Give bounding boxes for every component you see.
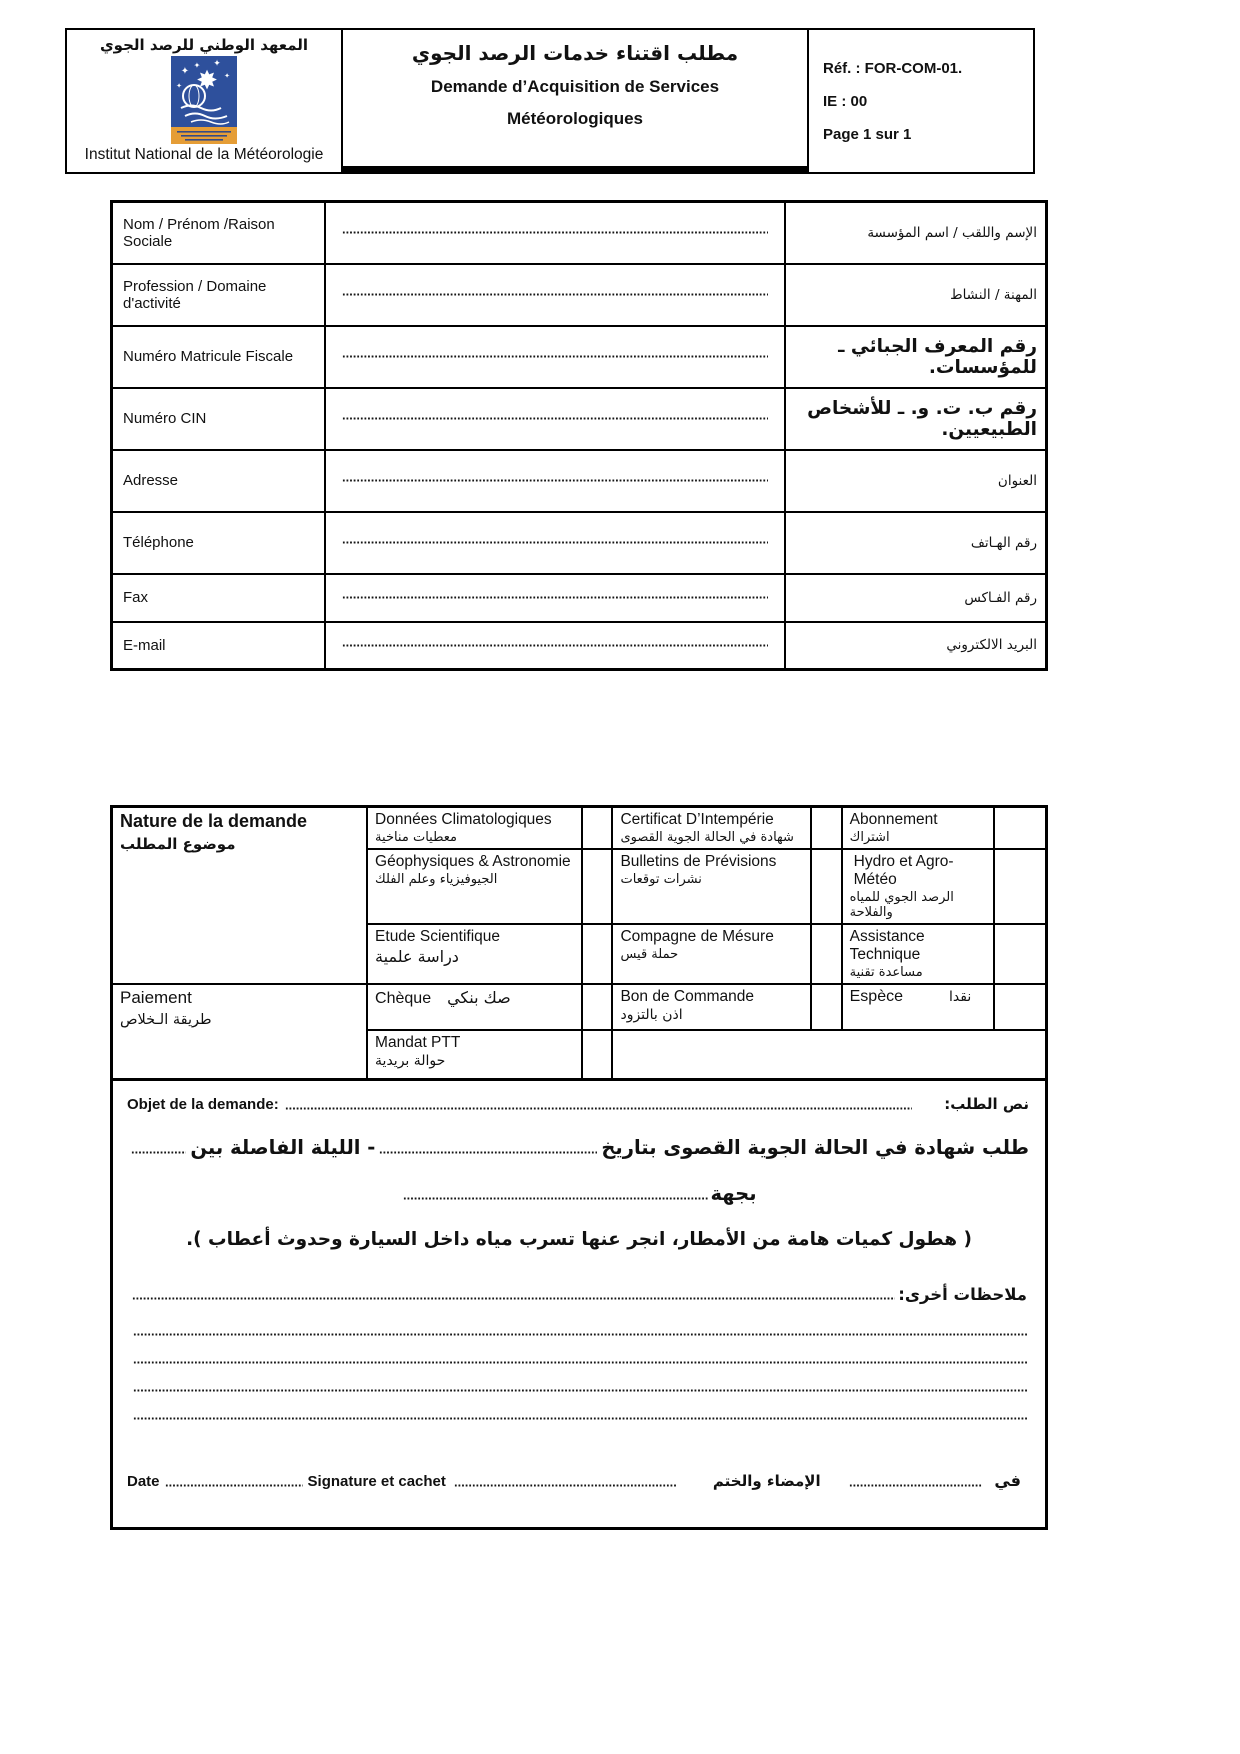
option-abonnement: Abonnement اشتراك: [842, 807, 994, 850]
field-label-fr: Numéro CIN: [112, 388, 326, 450]
stamp-label-ar: الإمضاء والختم: [712, 1472, 821, 1490]
option-compagne-mesure: Compagne de Mésure حملة قيس: [612, 924, 811, 984]
dotted-line: [342, 596, 767, 599]
option-espece: Espèce نقدا: [842, 984, 994, 1030]
signature-line: [127, 1471, 1021, 1490]
row-email: [112, 622, 1047, 670]
dotted-line: [285, 1107, 913, 1110]
checkbox-certificat-intemperie: [811, 807, 841, 850]
field-label-ar: رقم الهـاتف: [785, 512, 1047, 574]
field-fill-area: [325, 202, 784, 264]
svg-text:✦: ✦: [193, 61, 201, 70]
nature-label-fr: Nature de la demande: [120, 811, 308, 831]
place-fill-line: [849, 1484, 983, 1487]
objet-section: [110, 1078, 1048, 1530]
svg-text:✦: ✦: [180, 66, 190, 77]
header: [65, 28, 1035, 174]
option-bon-de-commande: Bon de Commande اذن بالتزود: [612, 984, 811, 1030]
dotted-line: [379, 1151, 597, 1154]
checkbox-bulletins-previsions: [811, 849, 841, 924]
field-label-fr: E-mail: [112, 622, 326, 670]
dotted-line: [342, 355, 767, 358]
option-assistance-technique: Assistance Technique مساعدة تقنية: [842, 924, 994, 984]
request-text-part1: طلب شهادة في الحالة الجوية القصوى بتاريخ: [601, 1136, 1029, 1159]
dotted-line: [342, 541, 767, 544]
field-label-ar: رقم الفـاكس: [785, 574, 1047, 622]
checkbox-geophysiques-astronomie: [582, 849, 612, 924]
request-line: [127, 1136, 1029, 1159]
form-title-french-line2: Météorologiques: [506, 109, 643, 128]
checkbox-compagne-mesure: [811, 924, 841, 984]
field-fill-area: [325, 388, 784, 450]
checkbox-mandat-ptt: [582, 1030, 612, 1080]
description-line: [113, 1229, 1045, 1250]
objet-label-fr: Objet de la demande:: [127, 1096, 279, 1113]
request-text-part2: - الليلة الفاصلة بين: [190, 1136, 376, 1159]
option-donnees-climatologiques: Données Climatologiques معطيات مناخية: [367, 807, 582, 850]
header-meta-cell: [809, 30, 1033, 172]
dotted-line: [342, 417, 767, 420]
notes-label: ملاحظات أخرى:: [898, 1285, 1027, 1304]
svg-text:✦: ✦: [213, 59, 221, 69]
paiement-section-label: [112, 984, 368, 1080]
identity-table: [110, 200, 1048, 671]
svg-text:✦: ✦: [176, 82, 182, 90]
page-number: Page 1 sur 1: [823, 125, 912, 143]
field-label-fr: Téléphone: [112, 512, 326, 574]
option-certificat-intemperie: Certificat D’Intempérie شهادة في الحالة الجوية القصوى: [612, 807, 811, 850]
field-label-ar: العنوان: [785, 450, 1047, 512]
date-label: Date: [127, 1473, 160, 1490]
dotted-line: [342, 231, 767, 234]
objet-header-line: [127, 1095, 1029, 1113]
field-label-ar: رقم المعرف الجبائي ـ للمؤسسات.: [785, 326, 1047, 388]
at-label-ar: في: [994, 1471, 1021, 1490]
checkbox-bon-de-commande: [811, 984, 841, 1030]
form-title-french-line1: Demande d’Acquisition de Services: [430, 77, 720, 96]
row-fax: [112, 574, 1047, 622]
notes-line: [129, 1285, 1027, 1304]
svg-text:✦: ✦: [224, 72, 230, 80]
row-profession: [112, 264, 1047, 326]
checkbox-espece: [994, 984, 1047, 1030]
field-fill-area: [325, 574, 784, 622]
dotted-line: [133, 1389, 1027, 1392]
field-fill-area: [325, 264, 784, 326]
checkbox-etude-scientifique: [582, 924, 612, 984]
header-title-cell: [343, 30, 809, 172]
field-label-fr: Adresse: [112, 450, 326, 512]
signature-fill-line: [454, 1484, 676, 1487]
dotted-line: [132, 1297, 895, 1300]
option-etude-scientifique: Etude Scientifique دراسة علمية: [367, 924, 582, 984]
checkbox-assistance-technique: [994, 924, 1047, 984]
field-label-ar: البريد الالكتروني: [785, 622, 1047, 670]
org-name-arabic: المعهد الوطني للرصد الجوي: [99, 36, 309, 54]
nature-label-ar: موضوع المطلب: [120, 835, 236, 853]
reference-number: Réf. : FOR-COM-01.: [823, 59, 963, 77]
field-label-fr: Fax: [112, 574, 326, 622]
option-bulletins-previsions: Bulletins de Prévisions نشرات توقعات: [612, 849, 811, 924]
dotted-line: [403, 1197, 708, 1200]
date-fill-line: [165, 1484, 303, 1487]
dotted-line: [342, 479, 767, 482]
nature-section-label: [112, 807, 368, 985]
field-label-ar: الإسم واللقب / اسم المؤسسة: [785, 202, 1047, 264]
dotted-line: [342, 644, 767, 647]
payment-row-1: [112, 984, 1047, 1030]
option-geophysiques-astronomie: Géophysiques & Astronomie الجيوفيزياء وعلم الفلك: [367, 849, 582, 924]
field-label-fr: Numéro Matricule Fiscale: [112, 326, 326, 388]
checkbox-hydro-agro-meteo: [994, 849, 1047, 924]
services-row-1: [112, 807, 1047, 850]
empty-cell: [612, 1030, 1046, 1080]
checkbox-abonnement: [994, 807, 1047, 850]
field-fill-area: [325, 326, 784, 388]
region-label: بجهة: [710, 1182, 757, 1205]
field-label-fr: Nom / Prénom /Raison Sociale: [112, 202, 326, 264]
row-adresse: [112, 450, 1047, 512]
inm-logo: [171, 56, 237, 144]
svg-text:✸: ✸: [196, 66, 218, 96]
description-text: ( هطول كميات هامة من الأمطار، انجر عنها تسرب مياه داخل السيارة وحدوث أعطاب ).: [186, 1229, 972, 1250]
option-cheque: Chèque صك بنكي: [367, 984, 582, 1030]
paiement-label-fr: Paiement: [120, 988, 192, 1007]
checkbox-donnees-climatologiques: [582, 807, 612, 850]
dotted-line: [133, 1333, 1027, 1336]
org-name-french: Institut National de la Météorologie: [84, 146, 324, 163]
option-hydro-agro-meteo: Hydro et Agro-Météo الرصد الجوي للمياه والفلاحة: [842, 849, 994, 924]
dotted-line: [133, 1361, 1027, 1364]
row-matricule-fiscale: [112, 326, 1047, 388]
edition-number: IE : 00: [823, 92, 868, 110]
field-label-ar: رقم ب. ت. و. ـ للأشخاص الطبيعيين.: [785, 388, 1047, 450]
signature-label: Signature et cachet: [307, 1473, 446, 1490]
dotted-line: [131, 1151, 186, 1154]
dotted-line: [133, 1417, 1027, 1420]
row-cin: [112, 388, 1047, 450]
dotted-line: [342, 293, 767, 296]
header-org-cell: [67, 30, 343, 172]
objet-label-ar: نص الطلب:: [944, 1095, 1029, 1113]
nature-table: [110, 805, 1048, 1082]
field-fill-area: [325, 512, 784, 574]
field-label-fr: Profession / Domaine d'activité: [112, 264, 326, 326]
checkbox-cheque: [582, 984, 612, 1030]
row-nom-prenom: [112, 202, 1047, 264]
form-title-arabic: مطلب اقتناء خدمات الرصد الجوي: [411, 41, 739, 65]
field-fill-area: [325, 622, 784, 670]
field-label-ar: المهنة / النشاط: [785, 264, 1047, 326]
field-fill-area: [325, 450, 784, 512]
region-line: [113, 1182, 1045, 1205]
paiement-label-ar: طريقة الـخلاص: [120, 1012, 212, 1028]
row-telephone: [112, 512, 1047, 574]
option-mandat-ptt: Mandat PTT حوالة بريدية: [367, 1030, 582, 1080]
